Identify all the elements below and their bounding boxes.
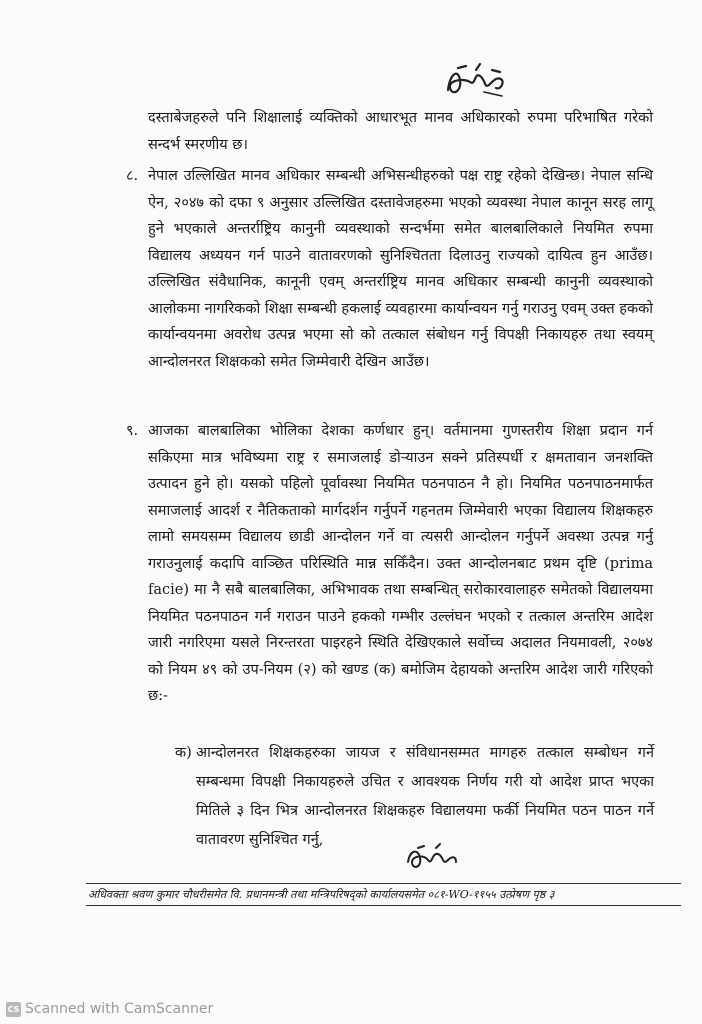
footer-citation: अधिवक्ता श्रवण कुमार चौधरीसमेत वि. प्रधानमन्त्री तथा मन्त्रिपरिषद्को कार्यालयसमेत ०८१-WO-११५५ उत्प्रेषण पृष्ठ ३ <box>88 888 555 901</box>
scanner-watermark <box>6 1001 213 1017</box>
paragraph-number: ९. <box>126 423 139 439</box>
camscanner-logo-icon: CS <box>6 1002 21 1017</box>
sub-item-label: क) <box>175 745 192 761</box>
signature-top <box>440 62 512 102</box>
watermark-text: Scanned with CamScanner <box>25 1001 214 1017</box>
paragraph-number: ८. <box>126 168 139 184</box>
sub-item-ka: आन्दोलनरत शिक्षकहरुका जायज र संविधानसम्मत मागहरु तत्काल सम्बोधन गर्ने सम्बन्धमा विपक्षी निकायहरुले उचित र आवश्यक निर्णय गरी यो आदेश प्राप्त भएका मितिले ३ दिन भित्र आन्दोलनरत शिक्षकहरु विद्यालयमा फर्की नियमित पठन पाठन गर्ने वातावरण सुनिश्चित गर्नु, <box>196 745 654 848</box>
footer-bottom-rule <box>86 905 681 906</box>
signature-bottom <box>402 842 462 876</box>
paragraph-8: नेपाल उल्लिखित मानव अधिकार सम्बन्धी अभिसन्धीहरुको पक्ष राष्ट्र रहेको देखिन्छ। नेपाल सन्धि ऐन, २०४७ को दफा ९ अनुसार उल्लिखित दस्तावेजहरुमा भएको व्यवस्था नेपाल कानून सरह लागू हुने भएकाले अन्तर्राष्ट्रिय कानुनी व्यवस्थाको सन्दर्भमा समेत बालबालिकाले नियमित रुपमा विद्यालय अध्ययन गर्न पाउने वातावरणको सुनिश्चितता दिलाउनु राज्यको दायित्व हुन आउँछ। उल्लिखित संवैधानिक, कानूनी एवम् अन्तर्राष्ट्रिय मानव अधिकार सम्बन्धी कानुनी व्यवस्थाको आलोकमा नागरिकको शिक्षा सम्बन्धी हकलाई व्यवहारमा कार्यान्वयन गर्नु गराउनु एवम् उक्त हकको कार्यान्वयनमा अवरोध उत्पन्न भएमा सो को तत्काल संबोधन गर्नु विपक्षी निकायहरु तथा स्वयम् आन्दोलनरत शिक्षकको समेत जिम्मेवारी देखिन आउँछ। <box>148 168 653 370</box>
intro-paragraph: दस्ताबेजहरुले पनि शिक्षालाई व्यक्तिको आधारभूत मानव अधिकारको रुपमा परिभाषित गरेको सन्दर्भ स्मरणीय छ। <box>148 110 653 153</box>
footer-top-rule <box>86 883 681 884</box>
paragraph-9: आजका बालबालिका भोलिका देशका कर्णधार हुन्। वर्तमानमा गुणस्तरीय शिक्षा प्रदान गर्न सकिएमा मात्र भविष्यमा राष्ट्र र समाजलाई डोऱ्याउन सक्ने प्रतिस्पर्धी र क्षमतावान जनशक्ति उत्पादन हुने हो। यसको पहिलो पूर्वावस्था नियमित पठनपाठन नै हो। नियमित पठनपाठनमार्फत समाजलाई आदर्श र नैतिकताको मार्गदर्शन गर्नुपर्ने गहनतम जिम्मेवारी भएका विद्यालय शिक्षकहरु लामो समयसम्म विद्यालय छाडी आन्दोलन गर्ने वा त्यसरी आन्दोलन गर्नुपर्ने अवस्था उत्पन्न गर्नु गराउनुलाई कदापि वाञ्छित परिस्थिति मान्न सकिँदैन। उक्त आन्दोलनबाट प्रथम दृष्टि (prima facie) मा नै सबै बालबालिका, अभिभावक तथा सम्बन्धित् सरोकारवालाहरु समेतको विद्यालयमा नियमित पठनपाठन गर्न गराउन पाउने हकको गम्भीर उल्लंघन भएको र तत्काल अन्तरिम आदेश जारी नगरिएमा यसले निरन्तरता पाइरहने स्थिति देखिएकाले सर्वोच्च अदालत नियमावली, २०७४ को नियम ४९ को उप-नियम (२) को खण्ड (क) बमोजिम देहायको अन्तरिम आदेश जारी गरिएको छ:- <box>148 423 653 704</box>
